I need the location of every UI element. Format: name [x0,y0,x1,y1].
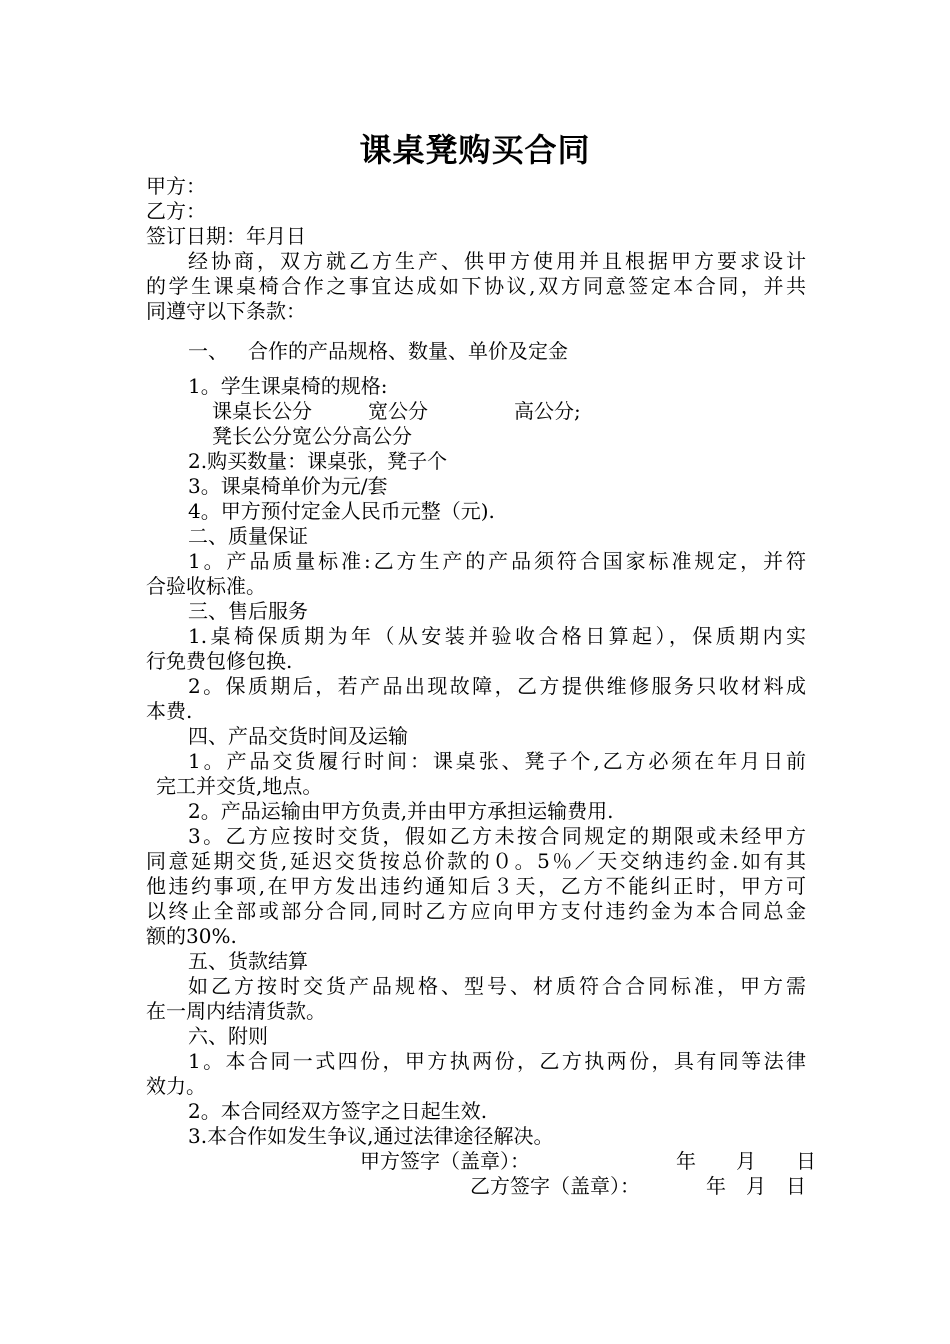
sign-date-line: 签订日期：年月日 [146,224,306,248]
quality-line-2: 合验收标准。 [146,574,266,598]
section-2-heading: 二、质量保证 [188,524,308,548]
payment-line-2: 在一周内结清货款。 [146,999,326,1023]
deposit-item: 4。甲方预付定金人民币元整（元). [188,499,495,523]
section-3-heading: 三、售后服务 [188,599,308,623]
effective-line: 2。本合同经双方签字之日起生效. [188,1099,488,1123]
spec-item: 1。学生课桌椅的规格: [188,374,388,398]
section-1-heading-number: 一、 [188,339,228,363]
transport-line: 2。产品运输由甲方负责,并由甲方承担运输费用. [188,799,614,823]
payment-line-1: 如乙方按时交货产品规格、型号、材质符合合同标准，甲方需 [188,974,806,998]
desk-width-spec: 宽公分 [368,399,428,423]
party-b-signature-label: 乙方签字（盖章）： [470,1174,640,1198]
intro-line-1: 经协商，双方就乙方生产、供甲方使用并且根据甲方要求设计 [188,249,806,273]
after-warranty-line-1: 2。保质期后，若产品出现故障，乙方提供维修服务只收材料成 [188,674,806,698]
dispute-line: 3.本合作如发生争议,通过法律途径解决。 [188,1124,554,1148]
party-a-line: 甲方： [146,174,206,198]
party-a-signature-date: 年 月 日 [676,1149,816,1173]
penalty-line-5: 额的30%. [146,924,237,948]
party-a-signature-label: 甲方签字（盖章）： [360,1149,530,1173]
penalty-line-1: 3。乙方应按时交货，假如乙方未按合同规定的期限或未经甲方 [188,824,806,848]
warranty-line-1: 1.桌椅保质期为年（从安装并验收合格日算起），保质期内实 [188,624,806,648]
document-title: 课桌凳购买合同 [359,131,591,169]
after-warranty-line-2: 本费. [146,699,193,723]
copies-line-1: 1。本合同一式四份，甲方执两份，乙方执两份，具有同等法律 [188,1049,806,1073]
section-4-heading: 四、产品交货时间及运输 [188,724,408,748]
section-6-heading: 六、附则 [188,1024,268,1048]
penalty-line-3: 他违约事项,在甲方发出违约通知后３天，乙方不能纠正时，甲方可 [146,874,806,898]
warranty-line-2: 行免费包修包换. [146,649,293,673]
penalty-line-4: 以终止全部或部分合同,同时乙方应向甲方支付违约金为本合同总金 [146,899,806,923]
desk-length-spec: 课桌长公分 [212,399,312,423]
intro-line-3: 同遵守以下条款： [146,299,306,323]
unit-price-item: 3。课桌椅单价为元/套 [188,474,388,498]
quality-line-1: 1。产品质量标准:乙方生产的产品须符合国家标准规定，并符 [188,549,806,573]
party-b-line: 乙方： [146,199,206,223]
section-5-heading: 五、货款结算 [188,949,308,973]
intro-line-2: 的学生课桌椅合作之事宜达成如下协议,双方同意签定本合同，并共 [146,274,806,298]
quantity-item: 2.购买数量：课桌张，凳子个 [188,449,448,473]
desk-height-spec: 高公分; [514,399,581,423]
stool-spec: 凳长公分宽公分高公分 [212,424,412,448]
delivery-line-2: 完工并交货,地点。 [156,774,323,798]
copies-line-2: 效力。 [146,1074,206,1098]
party-b-signature-date: 年 月 日 [706,1174,806,1198]
delivery-line-1: 1。产品交货履行时间：课桌张、凳子个,乙方必须在年月日前 [188,749,806,773]
penalty-line-2: 同意延期交货,延迟交货按总价款的０。5％／天交纳违约金.如有其 [146,849,806,873]
section-1-heading: 合作的产品规格、数量、单价及定金 [248,339,568,363]
